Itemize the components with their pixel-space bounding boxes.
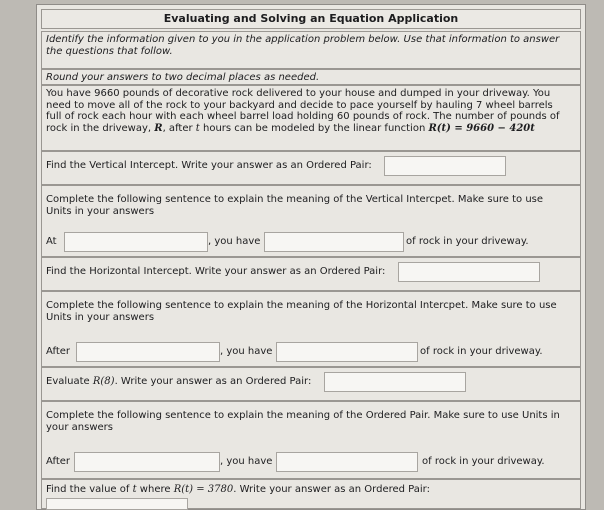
- vertical-intercept-prompt: Find the Vertical Intercept. Write your answer as an Ordered Pair:: [46, 160, 372, 171]
- vertical-intercept-sentence-instructions: [42, 192, 547, 219]
- q2-line-1: Complete the following sentence to explain the meaning of the Vertical Intercpet. Make sure to use: [46, 194, 544, 205]
- ordered-pair-sentence-instructions: [42, 408, 564, 435]
- solve-prefix: Find the value of: [46, 484, 130, 495]
- q4-tail-label: of rock in your driveway.: [420, 346, 543, 357]
- problem-line-1: You have 9660 pounds of decorative rock delivered to your house and dumped in your driveway. You: [46, 88, 551, 99]
- worksheet: [36, 4, 586, 510]
- solve-expression: R(t) = 3780: [173, 484, 234, 495]
- vertical-intercept-section: [41, 151, 581, 185]
- ordered-pair-time-input[interactable]: [74, 452, 220, 472]
- q2-line-2: Units in your answers: [46, 205, 155, 217]
- rounding-note: Round your answers to two decimal places as needed.: [41, 69, 581, 85]
- horizontal-intercept-section: [41, 257, 581, 291]
- q4-line-2: Units in your answers: [46, 311, 155, 323]
- vertical-intercept-input[interactable]: [384, 156, 506, 176]
- ordered-pair-sentence-section: [41, 401, 581, 479]
- q6-line-2: your answers: [46, 421, 113, 433]
- problem-line-3: full of rock each hour with each wheel barrel load holding 60 pounds of rock. The number of pounds of: [46, 111, 560, 122]
- solve-variable-t: t: [132, 484, 137, 495]
- evaluate-prefix: Evaluate: [46, 376, 90, 387]
- problem-line-4-c: hours can be modeled by the linear function: [203, 122, 426, 134]
- evaluate-prompt: [46, 376, 311, 387]
- horizontal-intercept-prompt: Find the Horizontal Intercept. Write your answer as an Ordered Pair:: [46, 266, 386, 277]
- horizontal-intercept-input[interactable]: [398, 262, 540, 282]
- vertical-intercept-time-input[interactable]: [64, 232, 208, 252]
- q6-tail-label: of rock in your driveway.: [422, 456, 545, 467]
- variable-t: t: [195, 122, 200, 134]
- solve-prompt: [46, 484, 430, 495]
- q6-line-1: Complete the following sentence to explain the meaning of the Ordered Pair. Make sure to use Units in: [46, 410, 560, 421]
- horizontal-intercept-sentence-instructions: [42, 298, 561, 325]
- q2-mid-label: , you have: [208, 236, 261, 247]
- q6-mid-label: , you have: [220, 456, 273, 467]
- instructions: [41, 31, 581, 69]
- problem-line-4-b: , after: [162, 122, 193, 134]
- q2-lead-label: At: [46, 236, 57, 247]
- evaluate-suffix: . Write your answer as an Ordered Pair:: [114, 376, 312, 387]
- evaluate-input[interactable]: [324, 372, 466, 392]
- instructions-line-1: Identify the information given to you in the application problem below. Use that information to answer: [46, 34, 560, 45]
- q4-lead-label: After: [46, 346, 71, 357]
- instructions-line-2: the questions that follow.: [46, 45, 173, 57]
- ordered-pair-amount-input[interactable]: [276, 452, 418, 472]
- solve-where: where: [139, 484, 171, 495]
- solve-suffix: . Write your answer as an Ordered Pair:: [233, 484, 430, 495]
- problem-statement: [41, 85, 581, 151]
- solve-input[interactable]: [46, 498, 188, 510]
- evaluate-section: [41, 367, 581, 401]
- q4-line-1: Complete the following sentence to explain the meaning of the Horizontal Intercpet. Make sure to use: [46, 300, 557, 311]
- evaluate-expression: R(8): [92, 376, 115, 387]
- page-title: Evaluating and Solving an Equation Application: [41, 9, 581, 29]
- problem-line-4: [46, 123, 576, 135]
- problem-line-2: need to move all of the rock to your backyard and decide to pace yourself by hauling 7 wheel barrels: [46, 99, 553, 111]
- horizontal-intercept-time-input[interactable]: [76, 342, 220, 362]
- horizontal-intercept-sentence-section: [41, 291, 581, 367]
- horizontal-intercept-amount-input[interactable]: [276, 342, 418, 362]
- variable-r: R: [154, 122, 163, 134]
- solve-section: [41, 479, 581, 509]
- vertical-intercept-amount-input[interactable]: [264, 232, 404, 252]
- vertical-intercept-sentence-section: [41, 185, 581, 257]
- q6-lead-label: After: [46, 456, 71, 467]
- q2-tail-label: of rock in your driveway.: [406, 236, 529, 247]
- problem-line-4-a: rock in the driveway,: [46, 122, 152, 134]
- q4-mid-label: , you have: [220, 346, 273, 357]
- linear-function: R(t) = 9660 − 420t: [428, 122, 535, 134]
